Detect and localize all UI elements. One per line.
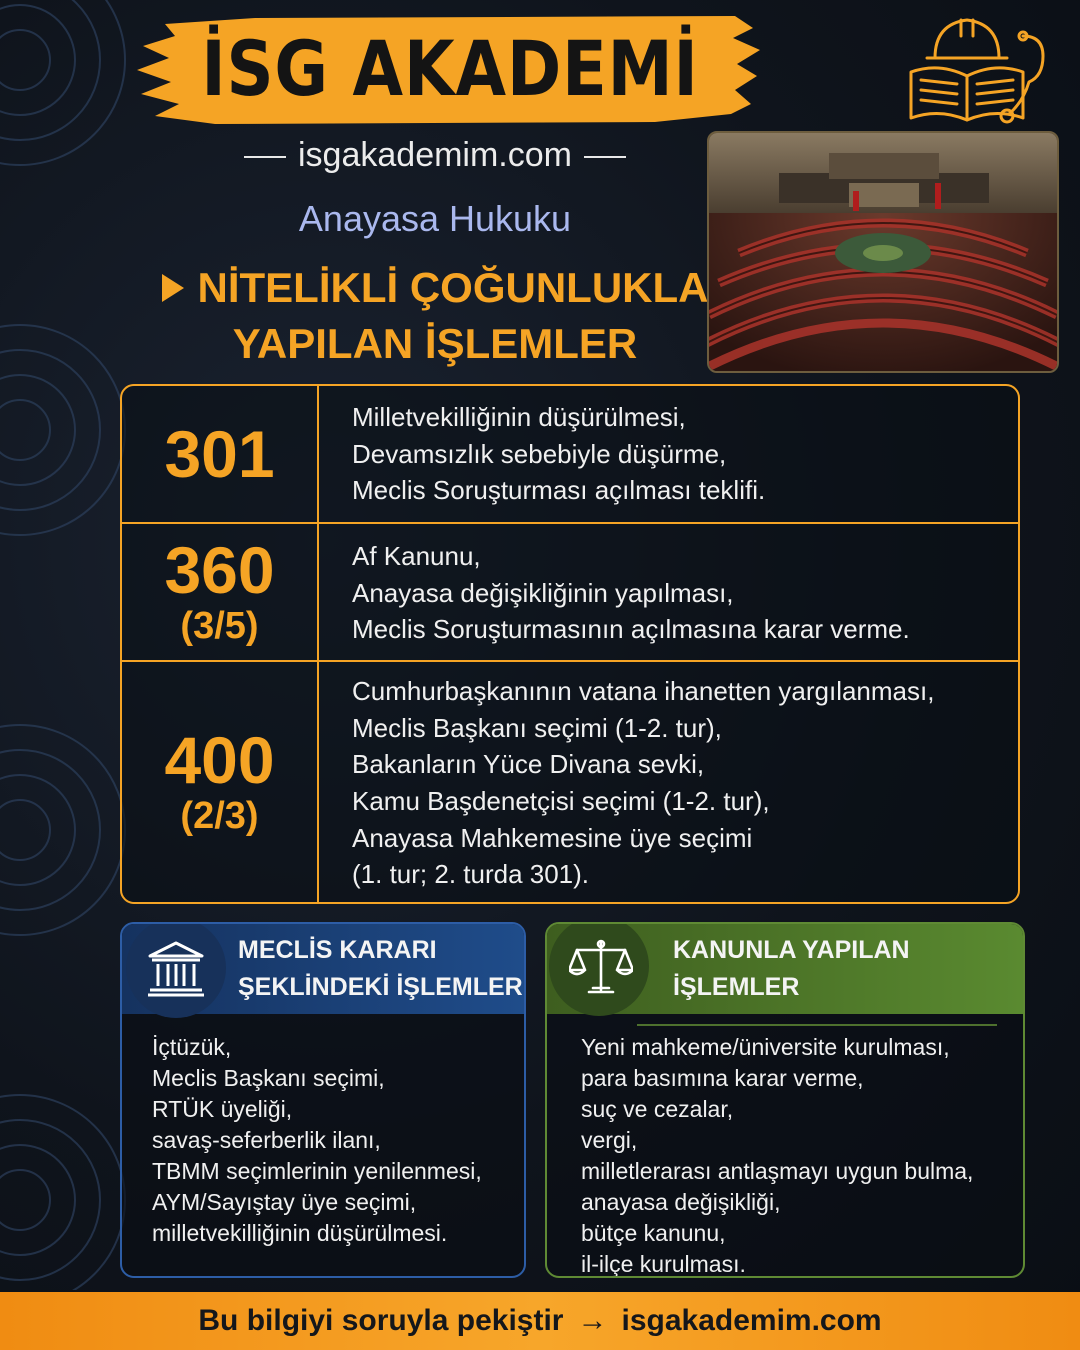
majority-number: 400 xyxy=(164,723,275,797)
list-item: TBMM seçimlerinin yenilenmesi, xyxy=(152,1158,482,1184)
play-triangle-icon xyxy=(162,274,184,302)
list-item: Anayasa değişikliğinin yapılması, xyxy=(352,577,734,608)
decorative-rings xyxy=(0,0,130,1290)
list-item: Devamsızlık sebebiyle düşürme, xyxy=(352,438,727,469)
divider xyxy=(637,1024,997,1026)
majority-description xyxy=(352,386,765,522)
table-row xyxy=(122,660,1018,904)
list-item: anayasa değişikliği, xyxy=(581,1189,781,1215)
list-item: suç ve cezalar, xyxy=(581,1096,734,1122)
list-item: para basımına karar verme, xyxy=(581,1065,864,1091)
majority-fraction: (3/5) xyxy=(180,605,259,647)
scales-of-justice-icon xyxy=(569,938,633,998)
list-item: Yeni mahkeme/üniversite kurulması, xyxy=(581,1034,950,1060)
majority-description xyxy=(352,662,934,904)
footer-cta[interactable] xyxy=(0,1292,1080,1350)
dash-right xyxy=(584,156,626,158)
arrow-right-icon: → xyxy=(577,1304,608,1337)
list-item: bütçe kanunu, xyxy=(581,1220,726,1246)
hardhat-book-stethoscope-icon xyxy=(905,6,1050,126)
list-item: il-ilçe kurulması. xyxy=(581,1251,746,1277)
list-item: Anayasa Mahkemesine üye seçimi xyxy=(352,822,753,853)
list-item: Bakanların Yüce Divana sevki, xyxy=(352,749,705,780)
list-item: Kamu Başdenetçisi seçimi (1-2. tur), xyxy=(352,786,770,816)
list-item: Meclis Soruşturması açılması teklifi. xyxy=(352,475,766,506)
kanunla-card xyxy=(545,922,1025,1278)
majority-number: 360 xyxy=(164,533,275,607)
list-item: milletlerarası antlaşmayı uygun bulma, xyxy=(581,1158,974,1184)
list-item: RTÜK üyeliği, xyxy=(152,1096,293,1122)
card-list xyxy=(152,1032,482,1249)
heading-line1: NİTELİKLİ ÇOĞUNLUKLA xyxy=(197,264,709,311)
subject-label: Anayasa Hukuku xyxy=(298,198,572,239)
parliament-hall-photo xyxy=(707,131,1059,373)
list-item: AYM/Sayıştay üye seçimi, xyxy=(152,1189,417,1215)
footer-link[interactable]: isgakademim.com xyxy=(621,1304,882,1337)
heading-line2: YAPILAN İŞLEMLER xyxy=(232,320,638,367)
list-item: milletvekilliğinin düşürülmesi. xyxy=(152,1220,448,1246)
table-row xyxy=(122,386,1018,522)
meclis-karari-card xyxy=(120,922,526,1278)
dash-left xyxy=(244,156,286,158)
table-row xyxy=(122,522,1018,662)
list-item: Cumhurbaşkanının vatana ihanetten yargılanması, xyxy=(352,676,935,707)
list-item: İçtüzük, xyxy=(152,1034,232,1060)
majority-number-cell xyxy=(122,524,319,662)
majority-description xyxy=(352,524,910,662)
majority-table xyxy=(120,384,1020,904)
card-title-line2: İŞLEMLER xyxy=(673,973,800,1001)
list-item: Af Kanunu, xyxy=(352,541,481,572)
footer-text: Bu bilgiyi soruyla pekiştir xyxy=(198,1304,564,1337)
page-heading xyxy=(140,260,730,372)
brand-title: İSG AKADEMİ xyxy=(201,23,699,113)
card-icon-badge xyxy=(126,922,226,1018)
majority-number-cell xyxy=(122,386,319,522)
majority-number-cell xyxy=(122,662,319,904)
majority-fraction: (2/3) xyxy=(180,795,259,837)
list-item: Meclis Başkanı seçimi (1-2. tur), xyxy=(352,712,722,743)
card-title-line1: MECLİS KARARI xyxy=(238,936,437,964)
majority-number: 301 xyxy=(164,417,275,491)
list-item: vergi, xyxy=(581,1127,638,1153)
card-title-line2: ŞEKLİNDEKİ İŞLEMLER xyxy=(238,973,523,1001)
website-text: isgakademim.com xyxy=(298,136,572,174)
list-item: (1. tur; 2. turda 301). xyxy=(352,859,590,890)
website-line xyxy=(140,136,730,175)
list-item: Meclis Soruşturmasının açılmasına karar verme. xyxy=(352,614,910,645)
list-item: Meclis Başkanı seçimi, xyxy=(152,1065,385,1091)
card-title-line1: KANUNLA YAPILAN xyxy=(673,936,910,964)
card-list xyxy=(581,1032,973,1278)
list-item: savaş-seferberlik ilanı, xyxy=(152,1127,381,1153)
courthouse-icon xyxy=(146,940,206,998)
list-item: Milletvekilliğinin düşürülmesi, xyxy=(352,402,686,433)
